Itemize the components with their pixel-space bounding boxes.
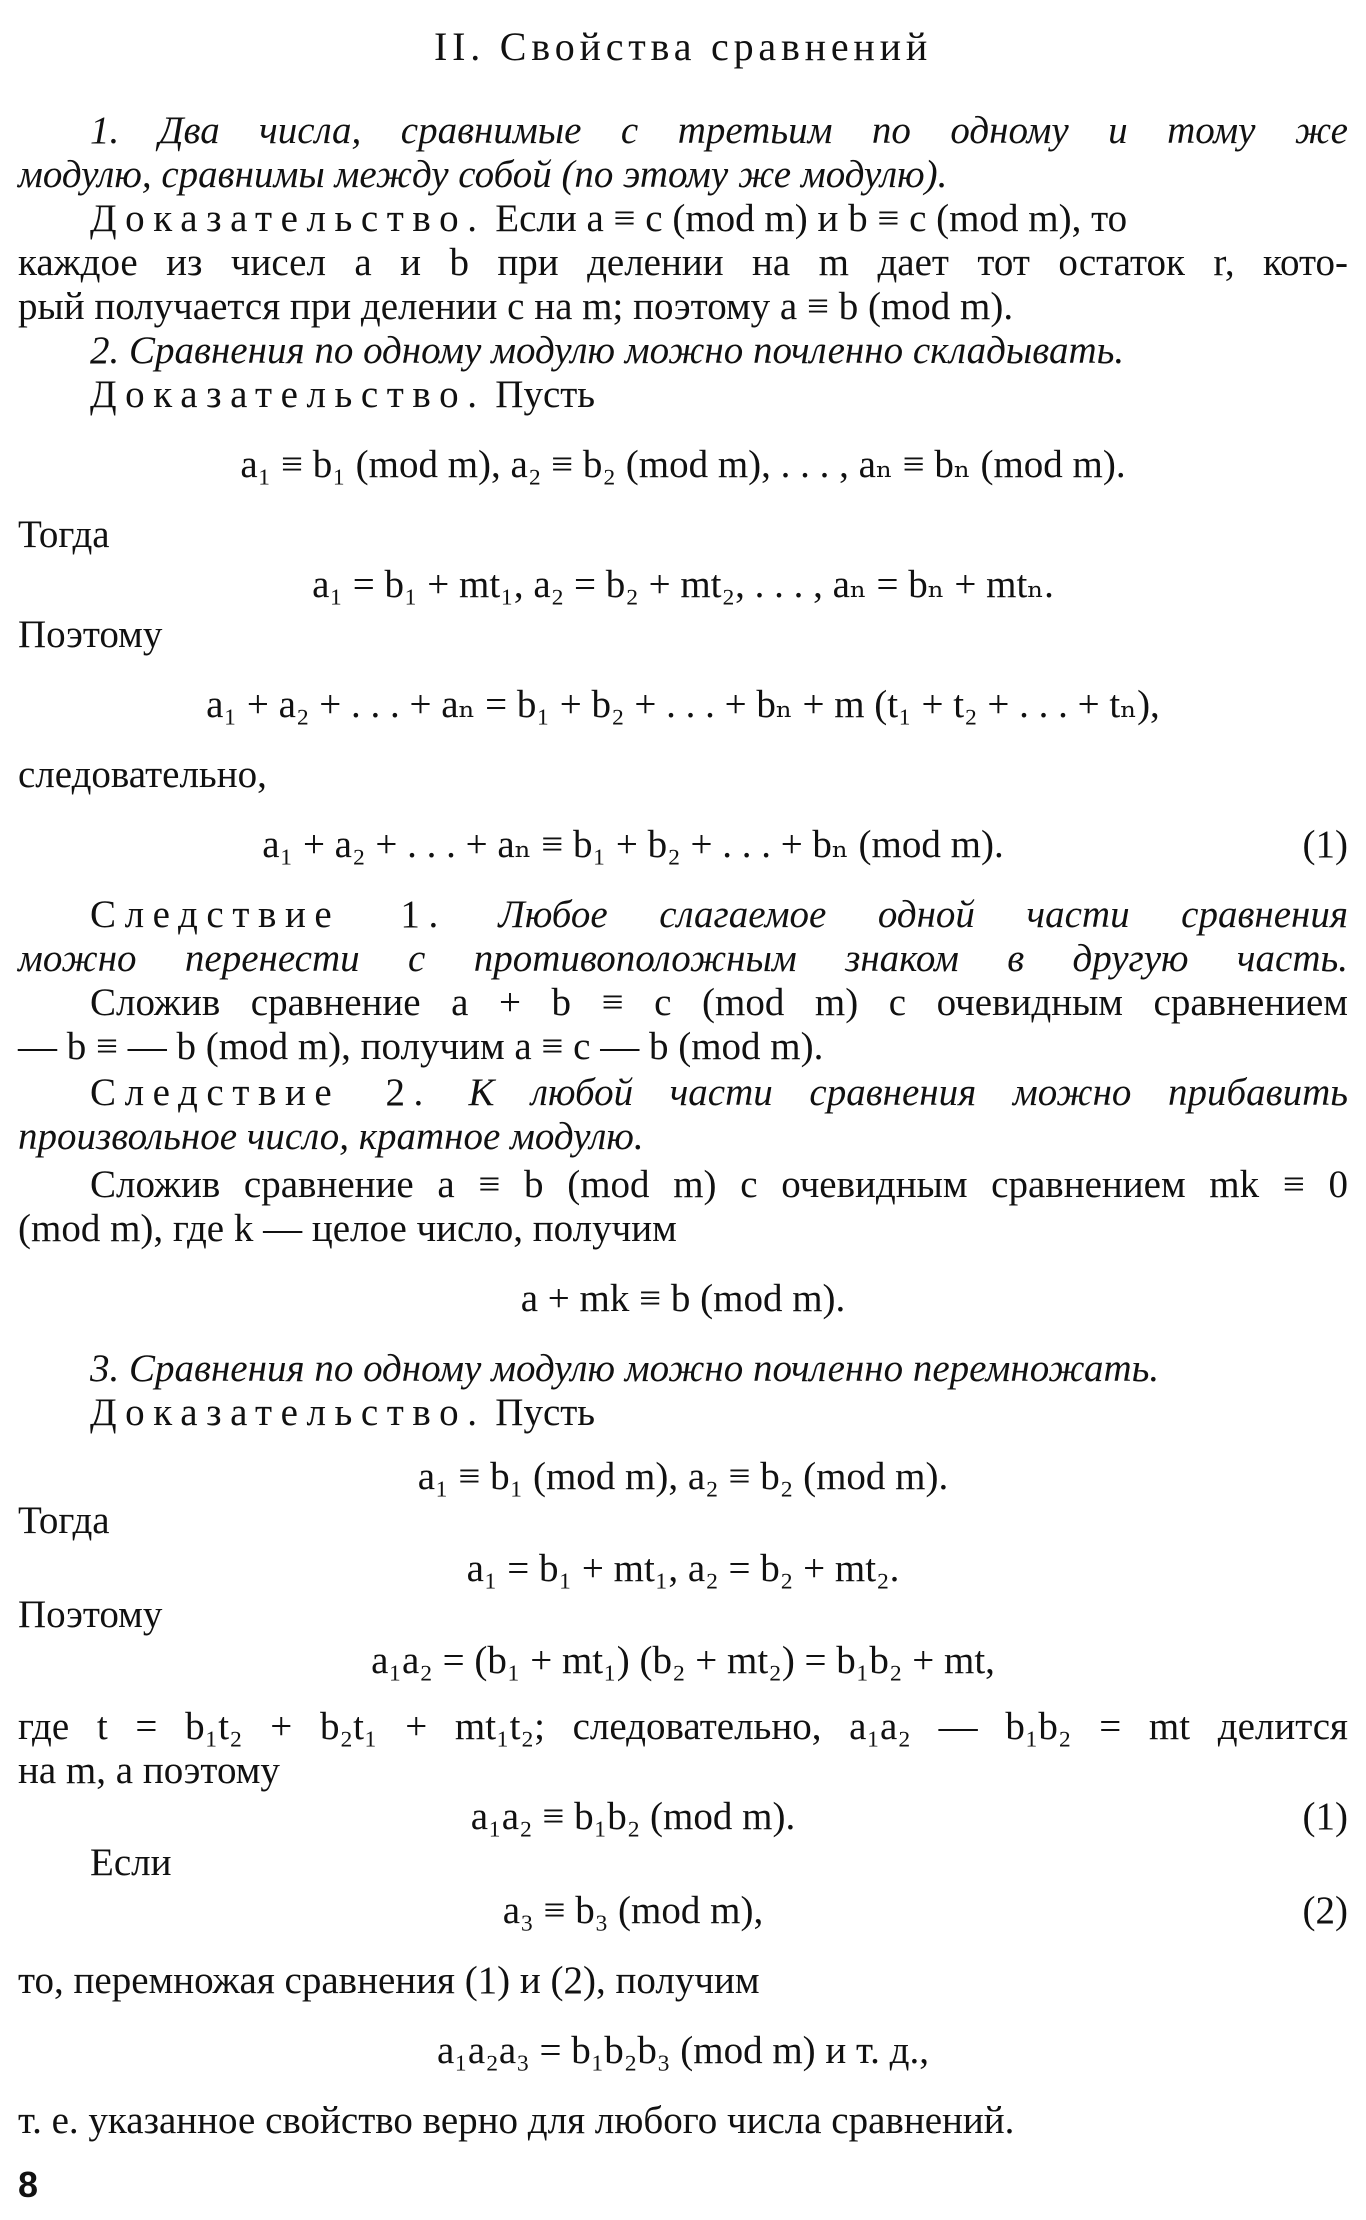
property-3-formula-given: a₁ ≡ b₁ (mod m), a₂ ≡ b₂ (mod m). [417,1455,949,1498]
corollary-1-line-1 [90,892,1348,938]
corollary-text: К любой части сравнения можно прибавить [468,1071,1348,1114]
corollary-2-proof-line-1: Сложив сравнение a ≡ b (mod m) с очевидным сравнением mk ≡ 0 [90,1163,1348,1206]
property-1-proof-line-1 [90,196,1348,242]
property-3-formula-1-row [18,1794,1348,1840]
property-3-where-line-1: где t = b₁t₂ + b₂t₁ + mt₁t₂; следовательно, a₁a₂ — b₁b₂ = mt делится [18,1705,1348,1748]
property-3-formula-3: a₁a₂a₃ = b₁b₂b₃ (mod m) и т. д., [437,2029,929,2072]
proof-text: Пусть [495,1391,596,1434]
property-3-formula-then: a₁ = b₁ + mt₁, a₂ = b₂ + mt₂. [466,1547,900,1590]
property-3-formula-2-row [18,1888,1348,1934]
equation-number: (1) [1302,823,1348,866]
property-3-formula-1: a₁a₂ ≡ b₁b₂ (mod m). [470,1795,796,1838]
property-3-if: Если [90,1841,172,1884]
corollary-2-proof-line-2: (mod m), где k — целое число, получим [18,1207,677,1250]
property-2-formula-result: a₁ + a₂ + . . . + aₙ ≡ b₁ + b₂ + . . . + bₙ (mod m). [262,823,1004,866]
property-2-proof-start [90,372,1348,418]
property-3-where-line-2: на m, а поэтому [18,1749,280,1792]
corollary-2-line-1 [90,1070,1348,1116]
corollary-label: Следствие 1. [90,893,447,936]
property-2-statement: 2. Сравнения по одному модулю можно почленно складывать. [90,329,1125,372]
section-title: II. Свойства сравнений [433,24,933,69]
property-3-therefore: Поэтому [18,1593,163,1636]
property-3-multiplying: то, перемножая сравнения (1) и (2), получим [18,1959,760,2002]
proof-text: Если a ≡ c (mod m) и b ≡ c (mod m), то [495,197,1128,240]
proof-label: Доказательство. [90,1391,486,1434]
property-1-proof-line-3: рый получается при делении c на m; поэтому a ≡ b (mod m). [18,285,1014,328]
corollary-1-proof-line-2: — b ≡ — b (mod m), получим a ≡ c — b (mod m). [18,1025,824,1068]
property-3-statement: 3. Сравнения по одному модулю можно почленно перемножать. [90,1347,1160,1390]
property-3-formula-2: a₃ ≡ b₃ (mod m), [502,1889,764,1932]
property-2-formula-sum: a₁ + a₂ + . . . + aₙ = b₁ + b₂ + . . . + bₙ + m (t₁ + t₂ + . . . + tₙ), [206,683,1160,726]
equation-number: (1) [1302,1795,1348,1838]
property-3-conclusion: т. е. указанное свойство верно для любого числа сравнений. [18,2099,1015,2142]
property-3-then: Тогда [18,1499,110,1542]
corollary-text: Любое слагаемое одной части сравнения [498,893,1349,936]
property-1-proof-line-2: каждое из чисел a и b при делении на m дает тот остаток r, кото- [18,241,1348,284]
proof-label: Доказательство. [90,373,486,416]
property-2-formula-result-row [18,822,1348,868]
property-2-then: Тогда [18,513,110,556]
property-3-formula-product: a₁a₂ = (b₁ + mt₁) (b₂ + mt₂) = b₁b₂ + mt, [371,1639,995,1682]
proof-label: Доказательство. [90,197,486,240]
property-2-formula-given: a₁ ≡ b₁ (mod m), a₂ ≡ b₂ (mod m), . . . , aₙ ≡ bₙ (mod m). [240,443,1126,486]
corollary-2-formula: a + mk ≡ b (mod m). [520,1277,846,1320]
corollary-1-line-2: можно перенести с противоположным знаком в другую часть. [18,937,1348,980]
property-3-proof-start [90,1390,1348,1436]
page-number: 8 [18,2164,39,2205]
property-1-statement-line-1: 1. Два числа, сравнимые с третьим по одному и тому же [90,109,1348,152]
corollary-2-line-2: произвольное число, кратное модулю. [18,1115,644,1158]
equation-number: (2) [1302,1889,1348,1932]
corollary-label: Следствие 2. [90,1071,432,1114]
property-2-therefore: Поэтому [18,613,163,656]
book-page [18,14,1348,2214]
property-1-statement-line-2: модулю, сравнимы между собой (по этому же модулю). [18,153,948,196]
corollary-1-proof-line-1: Сложив сравнение a + b ≡ c (mod m) с очевидным сравнением [90,981,1348,1024]
property-2-consequently: следовательно, [18,753,267,796]
proof-text: Пусть [495,373,596,416]
property-2-formula-then: a₁ = b₁ + mt₁, a₂ = b₂ + mt₂, . . . , aₙ = bₙ + mtₙ. [312,563,1054,606]
